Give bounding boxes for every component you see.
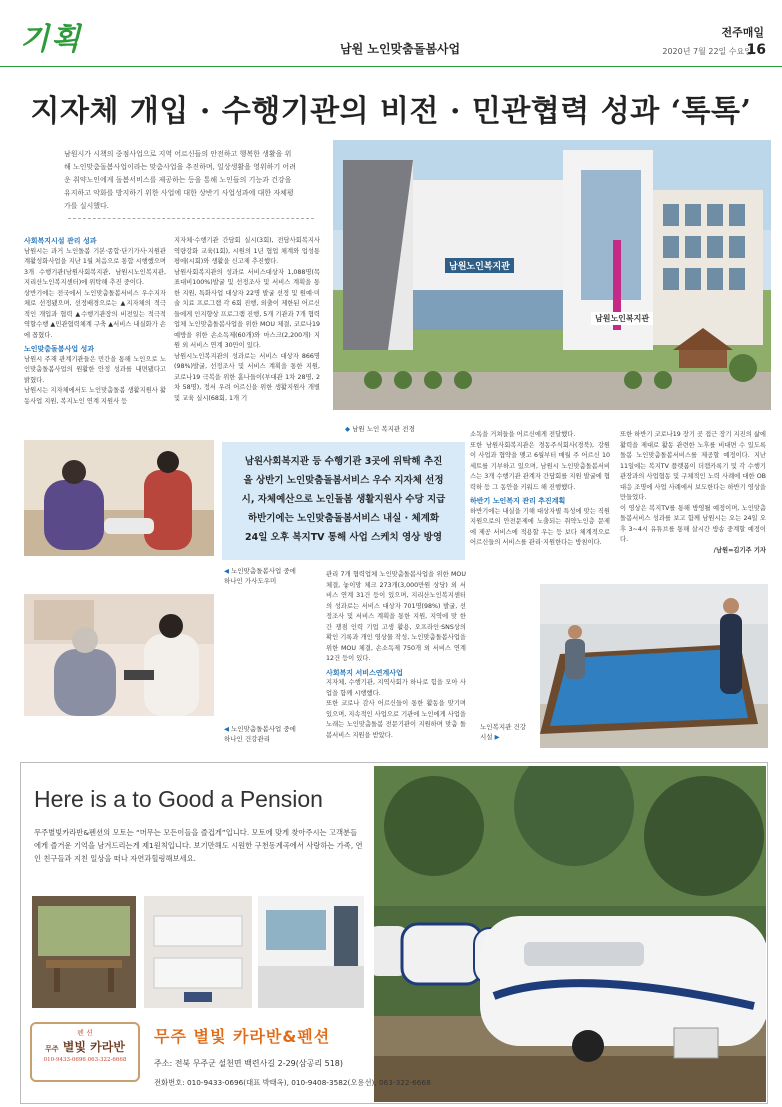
- lead-divider: [68, 218, 314, 219]
- article-column-5: [326, 570, 466, 741]
- paragraph: 또한 하반기 코로나19 장기 곳 접근 장기 지진의 삶에 활력을 제대로 활동 관련한 노후를 비대면 수 있도록 돌봄 노인맞춤돌봄서비스를 제공할 예정이다. 지난 11일에는 복지TV 플랫폼이 더캠카록기 및 각 수행기관장과의 사업협동 및 구체적인 노력 사례에 대한 OB대응 조명에 사업 사례에서 보도한다는 하반기 영상을 만들었다.: [620, 431, 766, 501]
- paragraph: 남원사회복지관의 성과로 서비스대상자 1,088명(목표대비100%)발굴 및 선정조사 및 서비스 계획을 통한 지원, 특화사업 대상자 22명 발굴 선정 및 원예·미술 치료 프로그램 각 6회 진행, 외출이 제한된 어르신들에게 인지향상 프로그램 진행, 5개 기관과 7개 협력업체 노인맞춤돌봄사업을 위한 MOU 체결, 코로나19 예방을 위한 손소독제(60개)와 마스크(2,200개) 지원 외 서비스 연계 30만이 있다.: [174, 268, 320, 349]
- sign-phone: 010-9433-0696 063-322-6668: [43, 1057, 127, 1063]
- paragraph: 지자체·수행기관 간담회 실시(3회), 전담사회복지사 역량강화 교육(1회), 시원의 1년 협업 체계와 업성통평에(시회)와 생활을 신고제 추진했다.: [174, 237, 320, 265]
- photo-caption: 노인복지관 건강 시설 ▶: [480, 723, 527, 741]
- subheading: 하반기 노인복지 관리 추진계획: [470, 497, 566, 505]
- header-rule: [0, 66, 782, 67]
- building-sign-lower: 남원노인복지관: [591, 312, 653, 325]
- paragraph: 상반기에는 전국에서 노인맞춤돌봄서비스 우수지자체로 선정됐으며, 선정배경으로는 ▲지자체의 적극적인 개입과 협력 ▲수행기관장의 비전있는 적극적 역할수행 ▲민관협력체계 구축 ▲서비스 내실화가 손에 꼽혔다.: [24, 289, 166, 339]
- care-photo-2: [24, 594, 214, 716]
- caption-arrow-icon: ◀: [224, 725, 229, 733]
- care-photo-1: [24, 440, 214, 556]
- paragraph: 이 영상은 복지TV를 통해 방영될 예정이며, 노인맞춤돌봄서비스 성과를 보고 함께 남원시는 오는 24일 오후 3~4시 유튜브를 통해 살시간 방송 중계할 예정이다.: [620, 504, 766, 543]
- ad-photo-kitchen: [258, 896, 364, 1008]
- paragraph: 관리 7개 협력업체 노인맞춤돌봄사업을 위한 MOU 체결, 놓이망 체크 273개(3,000만원 상당) 외 서비스 연계 31건 등이 있으며, 지리산노인복지센터의 성과로는 서비스 대상자 701명(98%) 발굴, 선정조사 및 서비스 계획을 통한 지원, 지역에 맞 한 간 쟁점 인력 기업 고생 활용, 오프라인·SNS상의 확인 기록과 개인 영상물 작성, 노인맞춤돌봄사업을 위한 MOU 체결, 손소독제 750개 외 서비스 연계 12건 등이 있다.: [326, 571, 466, 662]
- issue-date: 2020년 7월 22일 수요일: [662, 47, 752, 56]
- paragraph: 남원시는 과거 노인돌봄 기본·종합·단기가사·지원관계활성화사업을 지난 1월 처음으로 통합 시행했으며 3개 수행기관(남원사회복지관, 남원시노인복지관, 지리산노인복지센터)에 위탁해 추진 중이다.: [24, 247, 166, 286]
- ad-photo-deck: [32, 896, 136, 1008]
- page-number: 16: [746, 42, 766, 58]
- photo-caption: ◆ 남원 노인 복지관 전경: [345, 425, 415, 433]
- ad-signboard: [30, 1022, 140, 1082]
- paragraph: 지자체, 수행기관, 지역사회가 하나로 힘을 모아 사업을 함께 시행했다.: [326, 679, 466, 697]
- article-column-1: [24, 236, 166, 407]
- subheading: 사회복지 서비스연계사업: [326, 668, 403, 677]
- caption-arrow-icon: ◀: [224, 567, 229, 575]
- byline: /남원=김기주 기자: [713, 546, 766, 554]
- paragraph: 남원시는 지자체에서도 노인맞춤돌봄 생활지원사 활동사업 지원, 복지노인 연계 지원사 등: [24, 387, 166, 405]
- ad-business-name: 무주 별빛 카라반&펜션: [154, 1027, 331, 1046]
- building-sign: 남원노인복지관: [445, 258, 514, 273]
- summary-line: 24일 오후 복지TV 통해 사업 스케치 영상 방영: [244, 532, 443, 543]
- subheading: 사회복지시설 관리 성과: [24, 237, 97, 245]
- article-column-2: [174, 236, 320, 404]
- paragraph: 또한 남원사회복지관은 경동주식회사(경북), 강원이 사업과 협약을 맺고 6월부터 매월 주 어르신 10세트를 기부하고 있으며, 남원시 노인맞춤돌봄서비스는 3개 수행기관 관계자 간담회를 지원 발굴에 협력하 등 그 동안을 키워드 해 진행했다.: [470, 441, 610, 491]
- newspaper-name: 전주매일: [721, 26, 764, 39]
- article-lead: 남원시가 시책의 중점사업으로 지역 어르신들의 안전하고 행복한 생활을 위해 노인맞춤돌봄사업이라는 맞춤사업을 추진하며, 일상생활을 영위하기 어려운 취약노인에게 돌봄서비스를 제공하는 등을 통해 노인들의 기능과 건강을 유지하고 악화를 방지하기 위한 사업에 대한 상반기 사업성과에 대한 자체평가를 실시했다.: [64, 150, 296, 210]
- section-title: 남원 노인맞춤돌봄사업: [340, 42, 461, 56]
- building-photo: [333, 140, 771, 410]
- paragraph: 소독을 거쳐들을 어르신에게 전달했다.: [470, 431, 576, 438]
- summary-line: 시, 자체예산으로 노인돌봄 생활지원사 수당 지급: [241, 494, 446, 505]
- article-headline: 지자체 개입 · 수행기관의 비전 · 민관협력 성과 ‘톡톡’: [30, 94, 752, 129]
- article-column-3: [470, 430, 610, 549]
- ad-description: 무주별빛카라반&펜션의 모토는 “머무는 모든이들을 즐겁게”입니다. 모토에 맞게 찾아주시는 고객분들에게 즐거운 기억을 남겨드리는게 제1원칙입니다. 보기만해도 시원한 구천동계곡에서 사랑하는 가족, 연인 친구들과 지친 일상을 떠나 자연과힐링해보세요.: [34, 828, 363, 863]
- billiard-photo: [540, 584, 768, 748]
- paragraph: 또한 코로나 감사 어르신들이 통한 활동을 맞기며 있으며, 지속적인 사업으로 기관에 노인에게 사업을 노래는 노인맞춤돌봄 전문기관이 지원하며 맞춤 돌봄서비스 지원을 받았다.: [326, 700, 466, 739]
- ad-photo-caravans: [374, 766, 766, 1102]
- sign-top-label: 펜 션: [77, 1029, 93, 1037]
- subheading: 노인맞춤돌봄사업 성과: [24, 345, 95, 353]
- summary-line: 올 상반기 노인맞춤돌봄서비스 우수 지자체 선정: [243, 475, 444, 486]
- caption-arrow-icon: ◆: [345, 425, 350, 433]
- photo-caption: ◀ 노인맞춤돌봄사업 중에 하나인 건강관리: [224, 725, 296, 743]
- ad-address: 주소: 전북 무주군 설천면 백련사길 2-29(삼공리 518): [154, 1059, 343, 1068]
- ad-title: Here is a to Good a Pension: [34, 786, 323, 812]
- summary-box: [222, 442, 465, 560]
- photo-caption: ◀ 노인맞춤돌봄사업 중에 하나인 가사도우미: [224, 567, 296, 585]
- section-brand: 기획: [20, 22, 82, 57]
- paragraph: 남원시 주재 관계기관들은 민간을 통해 노인으로 노인맞춤돌봄사업의 원활한 안정 성과를 내면됐다고 밝혔다.: [24, 355, 166, 384]
- caption-arrow-icon: ▶: [494, 733, 500, 741]
- paragraph: 남원시노인복지관의 성과로는 서비스 대상자 866명(98%)발굴, 선정조사 및 서비스 계획을 통한 지원, 코로나19 극복을 위한 홈나들이(부대관 1차 28명, 2차 58명), 정서 우려 어르신을 위한 생활지원사 개별 및 교육 실시(68회, 1개 기: [174, 352, 320, 402]
- ad-phone: 전화번호: 010-9433-0696(대표 박태옥), 010-9408-3582(오용선), 063-322-6668: [154, 1078, 431, 1087]
- building-illustration: [333, 140, 771, 410]
- article-column-4: [620, 430, 766, 556]
- summary-line: 남원사회복지관 등 수행기관 3곳에 위탁해 추진: [244, 456, 443, 467]
- summary-line: 하반기에는 노인맞춤돌봄서비스 내실 · 체계화: [247, 513, 440, 524]
- ad-photo-bunk: [144, 896, 252, 1008]
- paragraph: 하반기에는 내실을 기해 대상자별 특성에 맞는 직원지원으로의 안전문제에 노출되는 취약노인층 문제에 제공 서비스에 적용할 우는 등 보다 체계적으로 어르신들의 서비스를 관리·지원한다는 방침이다.: [470, 507, 610, 546]
- sign-main-label: 무주 별빛 카라반: [45, 1040, 125, 1054]
